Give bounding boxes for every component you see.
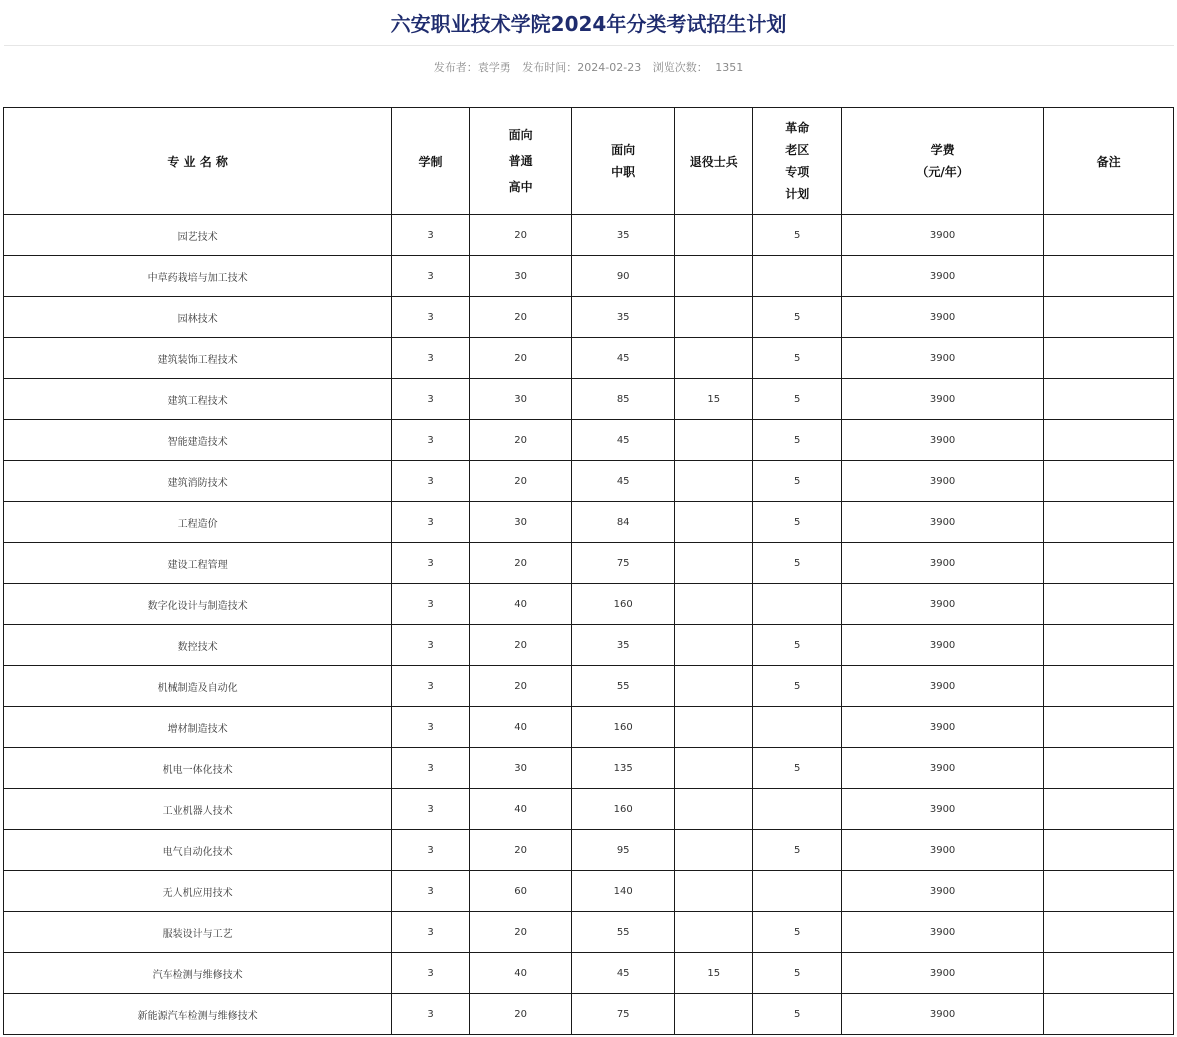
cell-tuition: 3900 <box>841 543 1043 584</box>
cell-special-plan: 5 <box>753 215 842 256</box>
cell-vocational: 95 <box>572 830 675 871</box>
cell-tuition: 3900 <box>841 994 1043 1035</box>
cell-veterans: 15 <box>674 379 752 420</box>
cell-notes <box>1044 871 1174 912</box>
cell-tuition: 3900 <box>841 912 1043 953</box>
table-row <box>4 789 1174 830</box>
cell-tuition: 3900 <box>841 256 1043 297</box>
cell-special-plan: 5 <box>753 666 842 707</box>
cell-high-school: 40 <box>469 789 572 830</box>
views-value: 1351 <box>715 61 744 74</box>
cell-vocational: 90 <box>572 256 675 297</box>
cell-tuition: 3900 <box>841 707 1043 748</box>
header-special-plan <box>753 108 842 215</box>
cell-tuition: 3900 <box>841 830 1043 871</box>
cell-major: 数字化设计与制造技术 <box>4 584 392 625</box>
cell-special-plan <box>753 789 842 830</box>
cell-tuition: 3900 <box>841 789 1043 830</box>
header-tuition <box>841 108 1043 215</box>
cell-duration: 3 <box>392 666 469 707</box>
table-header-row <box>4 108 1174 215</box>
table-row <box>4 994 1174 1035</box>
cell-special-plan <box>753 584 842 625</box>
cell-special-plan: 5 <box>753 461 842 502</box>
cell-notes <box>1044 830 1174 871</box>
cell-veterans <box>674 625 752 666</box>
table-row <box>4 584 1174 625</box>
cell-major: 建筑工程技术 <box>4 379 392 420</box>
cell-tuition: 3900 <box>841 215 1043 256</box>
cell-high-school: 20 <box>469 297 572 338</box>
cell-vocational: 45 <box>572 338 675 379</box>
cell-vocational: 140 <box>572 871 675 912</box>
header-duration: 学制 <box>392 108 469 215</box>
cell-vocational: 45 <box>572 461 675 502</box>
cell-notes <box>1044 707 1174 748</box>
cell-duration: 3 <box>392 871 469 912</box>
cell-major: 中草药栽培与加工技术 <box>4 256 392 297</box>
cell-vocational: 160 <box>572 584 675 625</box>
table-row <box>4 338 1174 379</box>
cell-duration: 3 <box>392 748 469 789</box>
header-tuition-line: 学费 <box>930 143 955 157</box>
cell-special-plan: 5 <box>753 953 842 994</box>
cell-vocational: 160 <box>572 789 675 830</box>
table-row <box>4 871 1174 912</box>
cell-duration: 3 <box>392 461 469 502</box>
cell-notes <box>1044 748 1174 789</box>
enrollment-plan-table-wrapper <box>3 107 1174 1035</box>
cell-duration: 3 <box>392 420 469 461</box>
cell-notes <box>1044 912 1174 953</box>
cell-notes <box>1044 953 1174 994</box>
cell-special-plan: 5 <box>753 338 842 379</box>
cell-notes <box>1044 994 1174 1035</box>
publisher: 发布者：袁学勇 <box>433 61 511 74</box>
cell-duration: 3 <box>392 256 469 297</box>
cell-high-school: 20 <box>469 912 572 953</box>
cell-special-plan: 5 <box>753 379 842 420</box>
header-special-line: 专项 <box>785 165 810 179</box>
cell-veterans <box>674 789 752 830</box>
cell-vocational: 85 <box>572 379 675 420</box>
table-row <box>4 461 1174 502</box>
cell-notes <box>1044 379 1174 420</box>
cell-veterans <box>674 666 752 707</box>
cell-special-plan: 5 <box>753 830 842 871</box>
table-row <box>4 748 1174 789</box>
cell-duration: 3 <box>392 543 469 584</box>
header-special-line: 计划 <box>785 187 810 201</box>
cell-special-plan: 5 <box>753 420 842 461</box>
cell-high-school: 30 <box>469 748 572 789</box>
table-row <box>4 215 1174 256</box>
cell-tuition: 3900 <box>841 379 1043 420</box>
view-count <box>653 61 744 74</box>
cell-tuition: 3900 <box>841 625 1043 666</box>
cell-veterans <box>674 994 752 1035</box>
cell-notes <box>1044 256 1174 297</box>
cell-special-plan: 5 <box>753 748 842 789</box>
cell-duration: 3 <box>392 707 469 748</box>
cell-tuition: 3900 <box>841 297 1043 338</box>
cell-special-plan <box>753 707 842 748</box>
cell-high-school: 20 <box>469 666 572 707</box>
cell-duration: 3 <box>392 215 469 256</box>
cell-duration: 3 <box>392 338 469 379</box>
cell-high-school: 20 <box>469 215 572 256</box>
cell-major: 工程造价 <box>4 502 392 543</box>
cell-notes <box>1044 502 1174 543</box>
cell-special-plan: 5 <box>753 297 842 338</box>
cell-special-plan: 5 <box>753 625 842 666</box>
cell-major: 无人机应用技术 <box>4 871 392 912</box>
cell-vocational: 35 <box>572 215 675 256</box>
cell-vocational: 84 <box>572 502 675 543</box>
cell-major: 园林技术 <box>4 297 392 338</box>
cell-major: 建筑消防技术 <box>4 461 392 502</box>
cell-vocational: 35 <box>572 297 675 338</box>
cell-notes <box>1044 543 1174 584</box>
cell-duration: 3 <box>392 502 469 543</box>
cell-high-school: 30 <box>469 379 572 420</box>
header-major: 专 业 名 称 <box>4 108 392 215</box>
header-notes: 备注 <box>1044 108 1174 215</box>
cell-duration: 3 <box>392 297 469 338</box>
cell-veterans <box>674 502 752 543</box>
cell-high-school: 60 <box>469 871 572 912</box>
header-vocational <box>572 108 675 215</box>
enrollment-plan-table <box>3 107 1174 1035</box>
table-row <box>4 953 1174 994</box>
cell-major: 服装设计与工艺 <box>4 912 392 953</box>
cell-major: 工业机器人技术 <box>4 789 392 830</box>
cell-high-school: 20 <box>469 625 572 666</box>
views-label: 浏览次数： <box>652 61 708 74</box>
table-row <box>4 297 1174 338</box>
cell-major: 建筑装饰工程技术 <box>4 338 392 379</box>
cell-vocational: 45 <box>572 953 675 994</box>
cell-vocational: 55 <box>572 666 675 707</box>
header-veterans: 退役士兵 <box>674 108 752 215</box>
cell-vocational: 55 <box>572 912 675 953</box>
cell-high-school: 20 <box>469 830 572 871</box>
cell-veterans <box>674 256 752 297</box>
header-vocational-line: 中职 <box>611 165 636 179</box>
cell-high-school: 30 <box>469 256 572 297</box>
cell-veterans <box>674 830 752 871</box>
cell-veterans <box>674 584 752 625</box>
table-row <box>4 256 1174 297</box>
cell-veterans <box>674 707 752 748</box>
cell-vocational: 75 <box>572 994 675 1035</box>
cell-major: 建设工程管理 <box>4 543 392 584</box>
article-title: 六安职业技术学院2024年分类考试招生计划 <box>390 12 787 36</box>
cell-veterans <box>674 338 752 379</box>
cell-high-school: 20 <box>469 994 572 1035</box>
cell-tuition: 3900 <box>841 502 1043 543</box>
cell-veterans <box>674 912 752 953</box>
cell-tuition: 3900 <box>841 871 1043 912</box>
cell-special-plan <box>753 871 842 912</box>
cell-notes <box>1044 584 1174 625</box>
cell-veterans <box>674 461 752 502</box>
table-row <box>4 502 1174 543</box>
cell-major: 数控技术 <box>4 625 392 666</box>
cell-duration: 3 <box>392 584 469 625</box>
cell-duration: 3 <box>392 830 469 871</box>
header-special-line: 革命 <box>785 121 810 135</box>
cell-duration: 3 <box>392 379 469 420</box>
cell-tuition: 3900 <box>841 338 1043 379</box>
cell-notes <box>1044 297 1174 338</box>
cell-notes <box>1044 420 1174 461</box>
table-row <box>4 912 1174 953</box>
table-row <box>4 420 1174 461</box>
cell-tuition: 3900 <box>841 461 1043 502</box>
cell-high-school: 40 <box>469 707 572 748</box>
cell-duration: 3 <box>392 912 469 953</box>
cell-tuition: 3900 <box>841 666 1043 707</box>
cell-duration: 3 <box>392 994 469 1035</box>
cell-notes <box>1044 666 1174 707</box>
cell-major: 汽车检测与维修技术 <box>4 953 392 994</box>
table-row <box>4 830 1174 871</box>
cell-veterans <box>674 543 752 584</box>
title-divider <box>4 45 1174 46</box>
header-high-school-line: 面向 <box>508 128 533 142</box>
table-row <box>4 543 1174 584</box>
table-body <box>4 215 1174 1035</box>
header-vocational-line: 面向 <box>611 143 636 157</box>
cell-veterans <box>674 871 752 912</box>
cell-special-plan <box>753 256 842 297</box>
header-high-school-line: 高中 <box>508 180 533 194</box>
cell-major: 机电一体化技术 <box>4 748 392 789</box>
cell-high-school: 40 <box>469 584 572 625</box>
cell-high-school: 40 <box>469 953 572 994</box>
cell-vocational: 160 <box>572 707 675 748</box>
cell-vocational: 75 <box>572 543 675 584</box>
cell-major: 智能建造技术 <box>4 420 392 461</box>
article-meta <box>0 60 1177 76</box>
header-tuition-line: （元/年） <box>916 165 969 179</box>
cell-veterans <box>674 297 752 338</box>
cell-veterans <box>674 420 752 461</box>
table-row <box>4 379 1174 420</box>
cell-notes <box>1044 215 1174 256</box>
cell-duration: 3 <box>392 789 469 830</box>
table-row <box>4 666 1174 707</box>
cell-tuition: 3900 <box>841 748 1043 789</box>
cell-notes <box>1044 338 1174 379</box>
cell-high-school: 20 <box>469 543 572 584</box>
cell-special-plan: 5 <box>753 502 842 543</box>
header-high-school <box>469 108 572 215</box>
cell-notes <box>1044 625 1174 666</box>
cell-vocational: 45 <box>572 420 675 461</box>
header-special-line: 老区 <box>785 143 810 157</box>
cell-major: 新能源汽车检测与维修技术 <box>4 994 392 1035</box>
cell-tuition: 3900 <box>841 420 1043 461</box>
table-row <box>4 625 1174 666</box>
cell-high-school: 30 <box>469 502 572 543</box>
cell-high-school: 20 <box>469 420 572 461</box>
publish-time: 发布时间：2024-02-23 <box>522 61 642 74</box>
cell-veterans <box>674 215 752 256</box>
cell-vocational: 135 <box>572 748 675 789</box>
cell-high-school: 20 <box>469 338 572 379</box>
cell-major: 园艺技术 <box>4 215 392 256</box>
cell-tuition: 3900 <box>841 584 1043 625</box>
cell-special-plan: 5 <box>753 994 842 1035</box>
cell-notes <box>1044 461 1174 502</box>
table-row <box>4 707 1174 748</box>
cell-veterans: 15 <box>674 953 752 994</box>
cell-major: 增材制造技术 <box>4 707 392 748</box>
cell-major: 机械制造及自动化 <box>4 666 392 707</box>
cell-notes <box>1044 789 1174 830</box>
cell-duration: 3 <box>392 625 469 666</box>
cell-major: 电气自动化技术 <box>4 830 392 871</box>
cell-special-plan: 5 <box>753 543 842 584</box>
cell-vocational: 35 <box>572 625 675 666</box>
cell-duration: 3 <box>392 953 469 994</box>
cell-tuition: 3900 <box>841 953 1043 994</box>
header-high-school-line: 普通 <box>508 154 533 168</box>
cell-special-plan: 5 <box>753 912 842 953</box>
cell-veterans <box>674 748 752 789</box>
cell-high-school: 20 <box>469 461 572 502</box>
